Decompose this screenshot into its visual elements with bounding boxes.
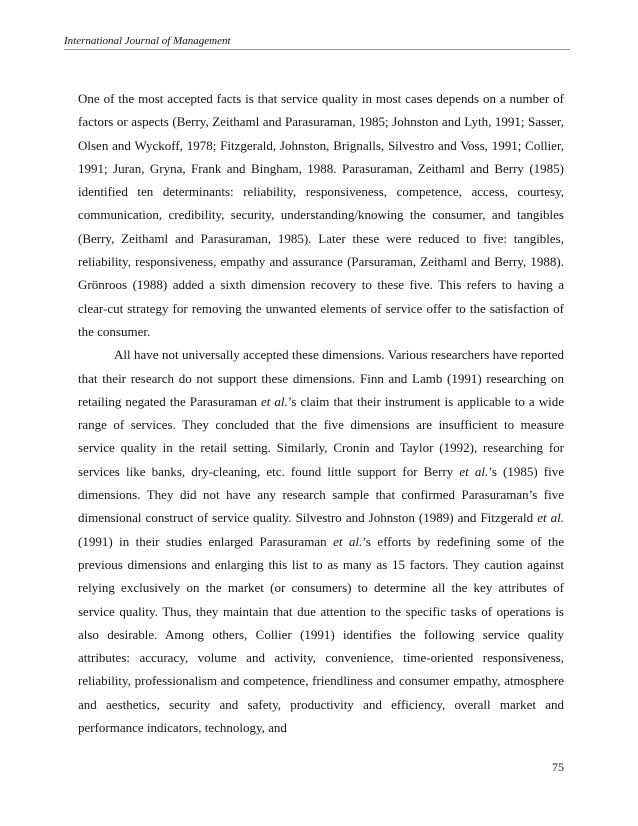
et-al-italic: et al.	[333, 533, 363, 549]
paragraph-1	[78, 87, 564, 343]
text-run: ’s claim that their instrument is applicable to a wide range of services. They concluded that the five dimensions are insufficient to measure service quality in the retail setting. Similarly, Cronin and Taylor (1992), researching for services like banks, dry-cleaning, etc. found little support for Berry	[78, 393, 564, 479]
text-run: One of the most accepted facts is that service quality in most cases depends on a number of factors or aspects (Berry, Zeithaml and Parasuraman, 1985; Johnston and Lyth, 1991; Sasser, Olsen and Wyckoff, 1978; Fitzgerald, Johnston, Brignalls, Silvestro and Voss, 1991; Collier, 1991; Juran, Gryna, Frank and Bingham, 1988. Parasuraman, Zeithaml and Berry (1985) identified ten determinants: reliability, responsiveness, competence, access, courtesy, communication, credibility, security, understanding/knowing the consumer, and tangibles (Berry, Zeithaml and Parasuraman, 1985). Later these were reduced to five: tangibles, reliability, responsiveness, empathy and assurance (Parsuraman, Zeithaml and Berry, 1988). Grönroos (1988) added a sixth dimension recovery to these five. This refers to having a clear-cut strategy for removing the unwanted elements of service offer to the satisfaction of the consumer.	[78, 91, 564, 339]
text-run: ’s (1985) five dimensions. They did not have any research sample that confirmed Parasuraman’s five dimensional construct of service quality. Silvestro and Johnston (1989) and Fitzgerald	[78, 463, 564, 526]
page-number: 75	[552, 760, 564, 774]
et-al-italic: et al.	[260, 393, 288, 409]
et-al-italic: et al.	[537, 510, 564, 526]
paragraph-2	[78, 343, 564, 739]
et-al-italic: et al.	[459, 463, 489, 479]
running-header	[64, 34, 570, 50]
text-run: All have not universally accepted these dimensions. Various researchers have reported that their research do not support these dimensions. Finn and Lamb (1991) researching on retailing negated the Parasuraman	[78, 347, 564, 409]
text-run: ’s efforts by redefining some of the previous dimensions and enlarging this list to as many as 15 factors. They caution against relying exclusively on the market (or consumers) to determine all the key attributes of service quality. Thus, they maintain that due attention to the specific tasks of operations is also desirable. Among others, Collier (1991) identifies the following service quality attributes: accuracy, volume and activity, convenience, time-oriented responsiveness, reliability, professionalism and competence, friendliness and consumer empathy, atmosphere and aesthetics, security and safety, productivity and efficiency, overall market and performance indicators, technology, and	[78, 533, 564, 736]
body-text	[78, 87, 564, 739]
text-run: (1991) in their studies enlarged Parasuraman	[78, 533, 334, 549]
journal-title: International Journal of Management	[64, 35, 231, 47]
